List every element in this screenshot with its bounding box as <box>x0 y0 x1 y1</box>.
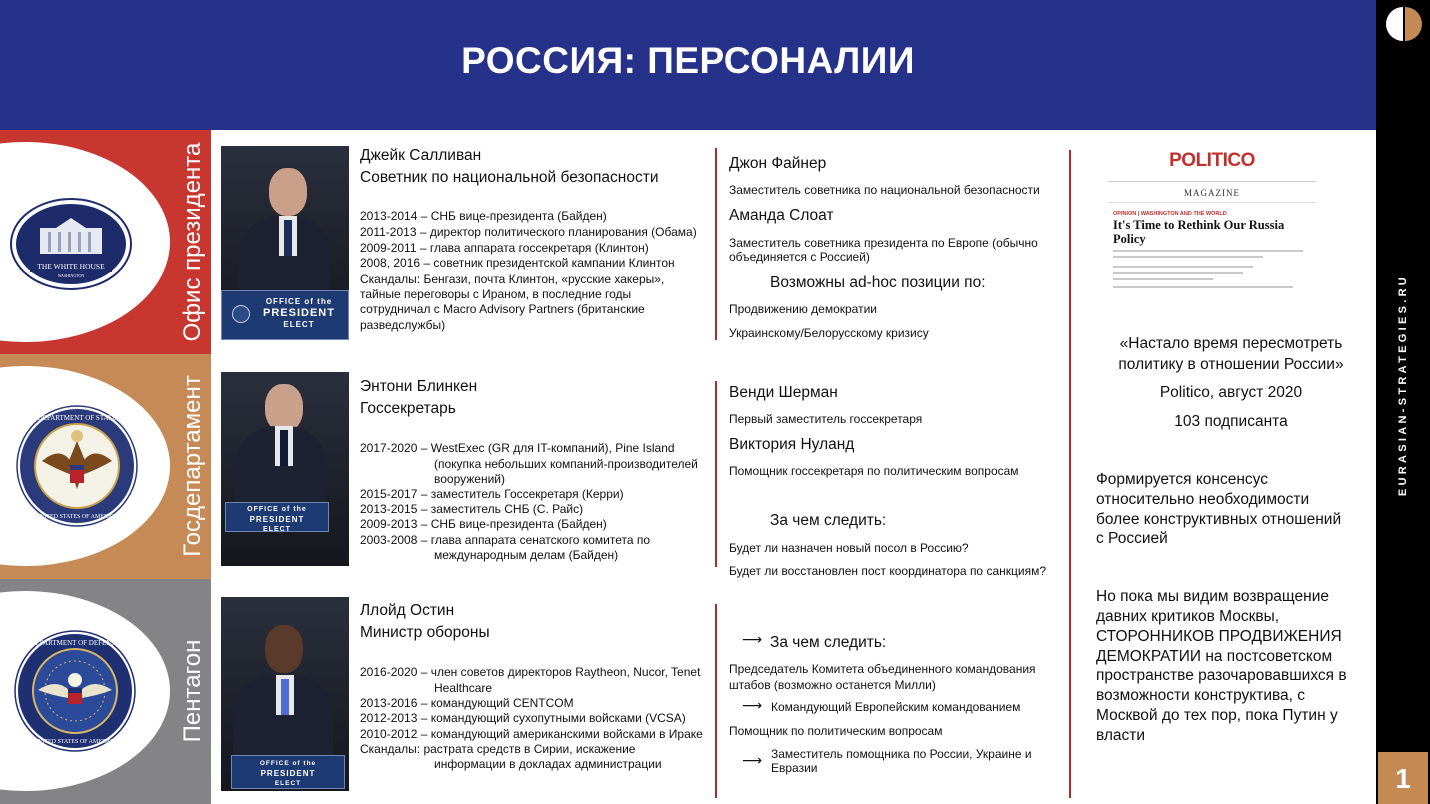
deputy-role: Заместитель советника по национальной безопасности <box>729 183 1040 197</box>
person-name: Энтони Блинкен <box>360 378 478 395</box>
photo-austin: OFFICE of the PRESIDENT ELECT <box>221 597 349 791</box>
white-house-seal-icon <box>10 198 132 290</box>
bio-line: 2013-2015 – заместитель СНБ (С. Райс) <box>360 502 584 516</box>
page-title: РОССИЯ: ПЕРСОНАЛИИ <box>461 40 915 81</box>
bio-line: разведслужбы) <box>360 318 446 332</box>
deputy-role: объединяется с Россией) <box>729 250 870 264</box>
divider <box>715 148 717 340</box>
bio-line: 2013-2016 – командующий CENTCOM <box>360 696 574 710</box>
watch-item: штабов (возможно останется Милли) <box>729 678 936 692</box>
bio-line: информации в докладах администрации <box>434 757 662 771</box>
bio-line: 2013-2014 – СНБ вице-президента (Байден) <box>360 209 607 223</box>
deputy-role: Первый заместитель госсекретаря <box>729 412 923 426</box>
svg-text:DEPARTMENT OF DEFENSE: DEPARTMENT OF DEFENSE <box>30 639 120 647</box>
politico-headline-1: It's Time to Rethink Our Russia <box>1113 218 1285 232</box>
deputy-role: Заместитель советника президента по Европе (обычно <box>729 236 1038 250</box>
arrow-icon: ⟶ <box>742 697 763 713</box>
deputy-name: Виктория Нуланд <box>729 436 855 453</box>
bio-line: сотрудничал с Macro Advisory Partners (британские <box>360 302 645 316</box>
divider <box>715 381 717 567</box>
politico-clipping <box>1108 150 1316 295</box>
consensus-text: более конструктивных отношений <box>1096 511 1342 528</box>
adhoc-item: Украинскому/Белорусскому кризису <box>729 326 929 340</box>
person-name: Ллойд Остин <box>360 602 455 619</box>
page-number: 1 <box>1378 752 1428 804</box>
brand-logo-icon <box>1385 6 1423 42</box>
deputy-name: Аманда Слоат <box>729 207 834 224</box>
critics-text: ДЕМОКРАТИИ на постсоветском <box>1096 648 1333 665</box>
watch-item: Помощник по политическим вопросам <box>729 724 943 738</box>
quote-source: Politico, август 2020 <box>1159 384 1303 401</box>
critics-text: возможности конструктива, с <box>1096 687 1306 704</box>
person-name: Джейк Салливан <box>360 147 482 164</box>
adhoc-heading: Возможны ad-hoc позиции по: <box>770 274 986 291</box>
adhoc-item: Продвижению демократии <box>729 302 877 316</box>
person-role: Министр обороны <box>360 624 490 641</box>
critics-text: Москвой до тех пор, пока Путин у <box>1096 707 1338 724</box>
critics-text: Но пока мы видим возвращение <box>1096 588 1329 605</box>
watch-item: Командующий Европейским командованием <box>771 700 1021 714</box>
bio-line: Healthcare <box>434 681 493 695</box>
site-url: EURASIAN-STRATEGIES.RU <box>1397 273 1409 497</box>
politico-headline-2: Policy <box>1113 232 1146 246</box>
arrow-icon: ⟶ <box>742 631 763 647</box>
consensus-text: Формируется консенсус <box>1096 471 1268 488</box>
person-role: Госсекретарь <box>360 400 456 417</box>
consensus-text: относительно необходимости <box>1096 491 1310 508</box>
deputy-role: Помощник госсекретаря по политическим вопросам <box>729 464 1019 478</box>
watch-heading: За чем следить: <box>770 512 887 529</box>
person-role: Советник по национальной безопасности <box>360 169 659 186</box>
bio-line: 2017-2020 – WestExec (GR для IT-компаний), Pine Island <box>360 441 675 455</box>
bio-line: 2010-2012 – командующий американскими войсками в Ираке <box>360 727 703 741</box>
quote-signers: 103 подписанта <box>1174 413 1288 430</box>
deputy-name: Венди Шерман <box>729 384 838 401</box>
bio-line: 2012-2013 – командующий сухопутными войсками (VCSA) <box>360 711 686 725</box>
section-label-white-house: Офис президента <box>179 142 206 342</box>
bio-line: 2011-2013 – директор политического планирования (Обама) <box>360 225 697 239</box>
state-department-seal-icon <box>16 405 138 527</box>
bio-line: тайные переговоры с Ираном, в последние годы <box>360 287 632 301</box>
divider <box>715 604 717 798</box>
bio-line: вооружений) <box>434 472 505 486</box>
bio-line: 2015-2017 – заместитель Госсекретаря (Керри) <box>360 487 624 501</box>
politico-magazine: MAGAZINE <box>1184 188 1240 198</box>
bio-line: 2009-2011 – глава аппарата госсекретаря (Клинтон) <box>360 241 649 255</box>
divider <box>1069 150 1071 798</box>
bio-line: Скандалы: растрата средств в Сирии, искажение <box>360 742 636 756</box>
arrow-icon: ⟶ <box>742 752 763 768</box>
bio-line: 2009-2013 – СНБ вице-президента (Байден) <box>360 517 607 531</box>
critics-text: пространстве разочаровавшихся в <box>1096 667 1347 684</box>
svg-text:UNITED STATES OF AMERICA: UNITED STATES OF AMERICA <box>35 514 119 520</box>
photo-sullivan: OFFICE of the PRESIDENT ELECT <box>221 146 349 340</box>
watch-item: Заместитель помощника по России, Украине и <box>771 747 1032 761</box>
section-label-state: Госдепартамент <box>179 375 206 557</box>
politico-kicker: OPINION | WASHINGTON AND THE WORLD <box>1113 211 1227 217</box>
politico-logo: POLITICO <box>1169 150 1255 171</box>
bio-line: Скандалы: Бенгази, почта Клинтон, «русские хакеры», <box>360 272 665 286</box>
critics-text: власти <box>1096 727 1146 744</box>
defense-department-seal-icon <box>14 630 136 752</box>
deputy-name: Джон Файнер <box>729 155 827 172</box>
watch-item: Будет ли восстановлен пост координатора по санкциям? <box>729 564 1046 578</box>
watch-item: Евразии <box>771 761 818 775</box>
critics-text: СТОРОННИКОВ ПРОДВИЖЕНИЯ <box>1096 628 1342 645</box>
svg-text:UNITED STATES OF AMERICA: UNITED STATES OF AMERICA <box>33 739 117 745</box>
quote-line: политику в отношении России» <box>1118 356 1344 373</box>
watch-item: Председатель Комитета объединенного командования <box>729 662 1036 676</box>
watch-item: Будет ли назначен новый посол в Россию? <box>729 541 969 555</box>
svg-text:DEPARTMENT OF STATE: DEPARTMENT OF STATE <box>37 414 117 422</box>
bio-line: 2016-2020 – член советов директоров Raytheon, Nucor, Tenet <box>360 665 701 679</box>
bio-line: международным делам (Байден) <box>434 548 619 562</box>
bio-line: (покупка небольших компаний-производителей <box>434 457 698 471</box>
watch-heading: За чем следить: <box>770 634 887 651</box>
quote-line: «Настало время пересмотреть <box>1119 335 1343 352</box>
bio-line: 2008, 2016 – советник президентской кампании Клинтон <box>360 256 675 270</box>
section-label-pentagon: Пентагон <box>179 639 206 743</box>
bio-line: 2003-2008 – глава аппарата сенатского комитета по <box>360 533 651 547</box>
svg-text:WASHINGTON: WASHINGTON <box>57 273 85 278</box>
photo-blinken: OFFICE of the PRESIDENT ELECT <box>221 372 349 566</box>
critics-text: давних критиков Москвы, <box>1096 608 1280 625</box>
svg-text:THE WHITE HOUSE: THE WHITE HOUSE <box>37 262 105 271</box>
consensus-text: с Россией <box>1096 530 1168 547</box>
